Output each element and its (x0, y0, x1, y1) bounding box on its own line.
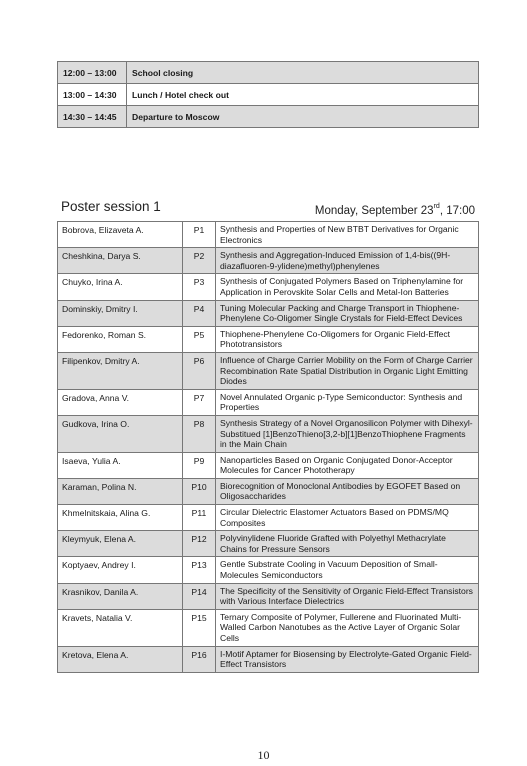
poster-code: P4 (183, 300, 216, 326)
schedule-time: 13:00 – 14:30 (58, 84, 127, 106)
poster-title: Ternary Composite of Polymer, Fullerene and Fluorinated Multi-Walled Carbon Nanotubes as the Active Layer of Organic Solar Cells (216, 609, 479, 646)
poster-row (58, 300, 479, 326)
poster-row (58, 389, 479, 415)
poster-code: P16 (183, 646, 216, 672)
poster-code: P15 (183, 609, 216, 646)
poster-row (58, 352, 479, 389)
poster-title: Polyvinylidene Fluoride Grafted with Polyethyl Methacrylate Chains for Pressure Sensors (216, 531, 479, 557)
schedule-time: 12:00 – 13:00 (58, 62, 127, 84)
poster-title: Synthesis and Properties of New BTBT Derivatives for Organic Electronics (216, 222, 479, 248)
poster-row (58, 222, 479, 248)
presenter-name: Kravets, Natalia V. (58, 609, 183, 646)
presenter-name: Dominskiy, Dmitry I. (58, 300, 183, 326)
poster-row (58, 248, 479, 274)
poster-row (58, 274, 479, 300)
poster-title: Synthesis of Conjugated Polymers Based on Triphenylamine for Application in Perovskite Solar Cells and Metal-Ion Batteries (216, 274, 479, 300)
poster-code: P6 (183, 352, 216, 389)
poster-code: P1 (183, 222, 216, 248)
schedule-row (58, 62, 479, 84)
schedule-row (58, 106, 479, 128)
poster-title: Tuning Molecular Packing and Charge Transport in Thiophene-Phenylene Co-Oligomer Single Crystals for Field-Effect Devices (216, 300, 479, 326)
poster-title: Circular Dielectric Elastomer Actuators Based on PDMS/MQ Composites (216, 505, 479, 531)
poster-row (58, 415, 479, 452)
poster-table (57, 221, 479, 673)
poster-code: P9 (183, 452, 216, 478)
poster-title: Synthesis Strategy of a Novel Organosilicon Polymer with Dihexyl-Substitued [1]BenzoThieno[3,2-b][1]BenzoThiophene Fragments in the Main Chain (216, 415, 479, 452)
presenter-name: Bobrova, Elizaveta A. (58, 222, 183, 248)
presenter-name: Gradova, Anna V. (58, 389, 183, 415)
poster-row (58, 478, 479, 504)
poster-session-title: Poster session 1 (61, 199, 161, 214)
poster-table-body (58, 222, 479, 673)
poster-session-date (315, 205, 475, 217)
presenter-name: Fedorenko, Roman S. (58, 326, 183, 352)
poster-code: P11 (183, 505, 216, 531)
poster-title: Gentle Substrate Cooling in Vacuum Deposition of Small-Molecules Semiconductors (216, 557, 479, 583)
poster-title: The Specificity of the Sensitivity of Organic Field-Effect Transistors with Various Interface Dielectrics (216, 583, 479, 609)
presenter-name: Isaeva, Yulia A. (58, 452, 183, 478)
poster-title: Synthesis and Aggregation-Induced Emission of 1,4-bis((9H-diazafluoren-9-ylidene)methyl)phenylenes (216, 248, 479, 274)
schedule-event: Lunch / Hotel check out (127, 84, 479, 106)
poster-code: P2 (183, 248, 216, 274)
poster-row (58, 326, 479, 352)
presenter-name: Kleymyuk, Elena A. (58, 531, 183, 557)
poster-code: P7 (183, 389, 216, 415)
presenter-name: Karaman, Polina N. (58, 478, 183, 504)
date-time: , 17:00 (439, 205, 475, 217)
schedule-body (58, 62, 479, 128)
poster-title: Nanoparticles Based on Organic Conjugated Donor-Acceptor Molecules for Cancer Phototherapy (216, 452, 479, 478)
poster-row (58, 452, 479, 478)
poster-code: P8 (183, 415, 216, 452)
presenter-name: Filipenkov, Dmitry A. (58, 352, 183, 389)
poster-row (58, 557, 479, 583)
presenter-name: Koptyaev, Andrey I. (58, 557, 183, 583)
poster-row (58, 646, 479, 672)
poster-row (58, 609, 479, 646)
page-number: 10 (257, 748, 270, 762)
poster-title: Thiophene-Phenylene Co-Oligomers for Organic Field-Effect Phototransistors (216, 326, 479, 352)
schedule-time: 14:30 – 14:45 (58, 106, 127, 128)
poster-code: P13 (183, 557, 216, 583)
presenter-name: Krasnikov, Danila A. (58, 583, 183, 609)
poster-row (58, 505, 479, 531)
poster-code: P14 (183, 583, 216, 609)
presenter-name: Cheshkina, Darya S. (58, 248, 183, 274)
presenter-name: Khmelnitskaia, Alina G. (58, 505, 183, 531)
schedule-row (58, 84, 479, 106)
date-text: Monday, September 23 (314, 205, 434, 217)
poster-row (58, 531, 479, 557)
schedule-event: Departure to Moscow (127, 106, 479, 128)
poster-title: Biorecognition of Monoclonal Antibodies by EGOFET Based on Oligosaccharides (216, 478, 479, 504)
presenter-name: Chuyko, Irina A. (58, 274, 183, 300)
schedule-event: School closing (127, 62, 479, 84)
date-ordinal-suffix: rd (433, 203, 440, 210)
poster-title: I-Motif Aptamer for Biosensing by Electrolyte-Gated Organic Field-Effect Transistors (216, 646, 479, 672)
schedule-table (57, 61, 479, 128)
poster-title: Influence of Charge Carrier Mobility on the Form of Charge Carrier Recombination Rate Spatial Distribution in Organic Light Emitting Diodes (216, 352, 479, 389)
poster-row (58, 583, 479, 609)
poster-code: P3 (183, 274, 216, 300)
poster-code: P12 (183, 531, 216, 557)
poster-code: P10 (183, 478, 216, 504)
presenter-name: Gudkova, Irina O. (58, 415, 183, 452)
poster-title: Novel Annulated Organic p-Type Semiconductor: Synthesis and Properties (216, 389, 479, 415)
presenter-name: Kretova, Elena A. (58, 646, 183, 672)
poster-code: P5 (183, 326, 216, 352)
